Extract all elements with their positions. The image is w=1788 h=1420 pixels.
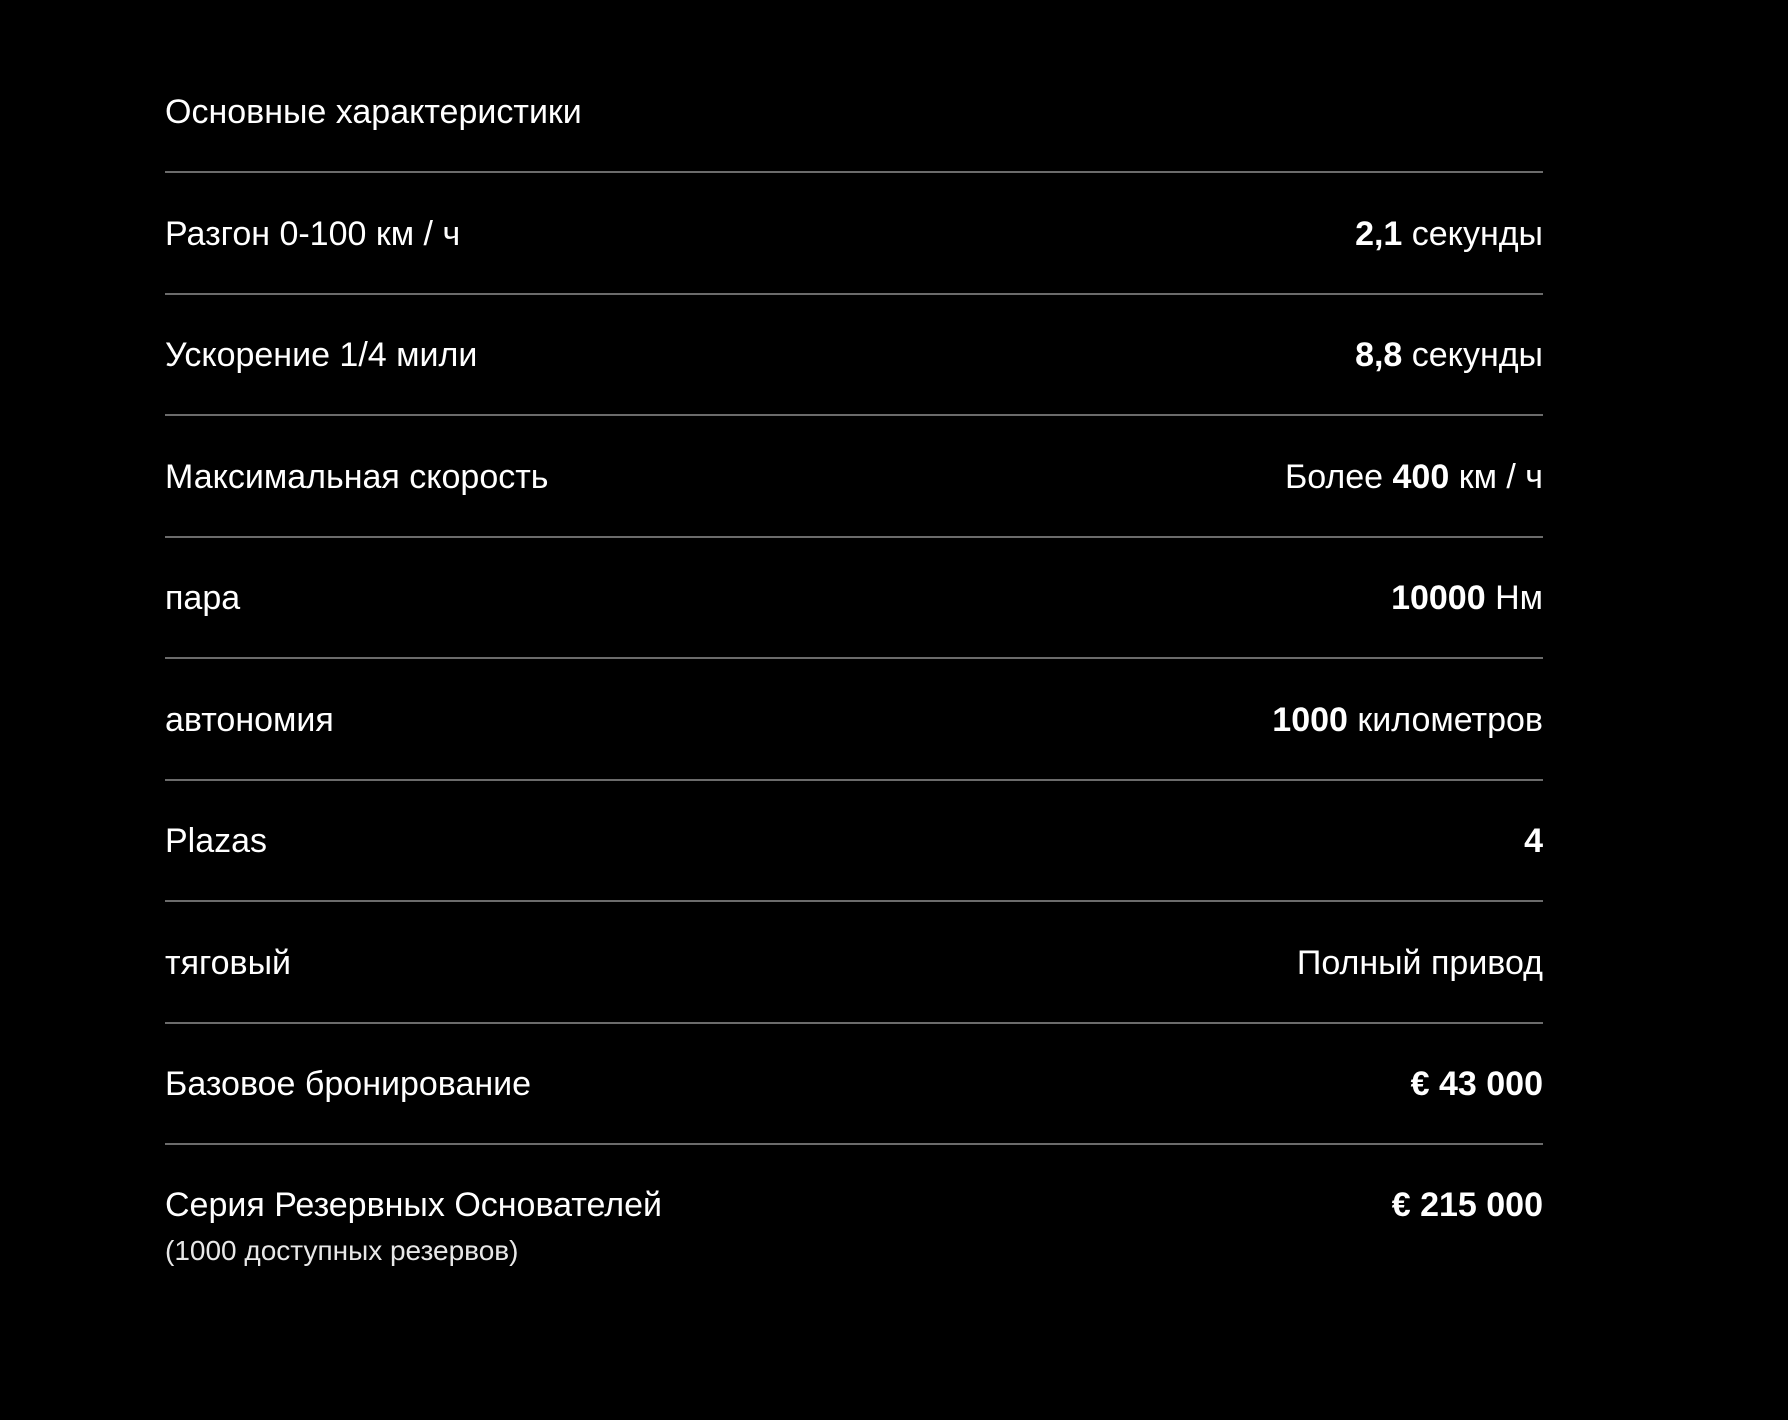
spec-value: € 215 000	[1391, 1186, 1543, 1224]
spec-label: Базовое бронирование	[165, 1065, 532, 1104]
spec-label: Максимальная скорость	[165, 457, 549, 496]
spec-row-quarter-mile	[165, 295, 1543, 417]
spec-value: 8,8 секунды	[1355, 336, 1543, 375]
spec-row-top-speed	[165, 416, 1543, 538]
spec-label: Серия Резервных Основателей	[165, 1186, 663, 1224]
section-title: Основные характеристики	[165, 0, 1543, 173]
spec-value: 4	[1524, 822, 1543, 861]
spec-row-seats	[165, 781, 1543, 903]
spec-value: Более 400 км / ч	[1284, 457, 1543, 496]
spec-row-acceleration	[165, 173, 1543, 295]
spec-label: тяговый	[165, 943, 292, 982]
specifications-table	[165, 0, 1543, 1305]
spec-label: Ускорение 1/4 мили	[165, 336, 478, 375]
spec-label: автономия	[165, 700, 334, 739]
spec-label: пара	[165, 579, 241, 618]
spec-row-torque	[165, 538, 1543, 660]
spec-row-founders-series	[165, 1145, 1543, 1305]
spec-value: 2,1 секунды	[1355, 214, 1543, 253]
spec-value: € 43 000	[1410, 1065, 1543, 1104]
spec-row-range	[165, 659, 1543, 781]
spec-label-group	[165, 1185, 662, 1269]
spec-value: Полный привод	[1296, 943, 1543, 982]
spec-value: 10000 Нм	[1391, 579, 1543, 618]
spec-row-traction	[165, 902, 1543, 1024]
spec-value: 1000 километров	[1272, 700, 1543, 739]
spec-label: Разгон 0-100 км / ч	[165, 214, 461, 253]
spec-sublabel: (1000 доступных резервов)	[165, 1235, 519, 1266]
spec-label: Plazas	[165, 822, 268, 861]
spec-row-base-reservation	[165, 1024, 1543, 1146]
